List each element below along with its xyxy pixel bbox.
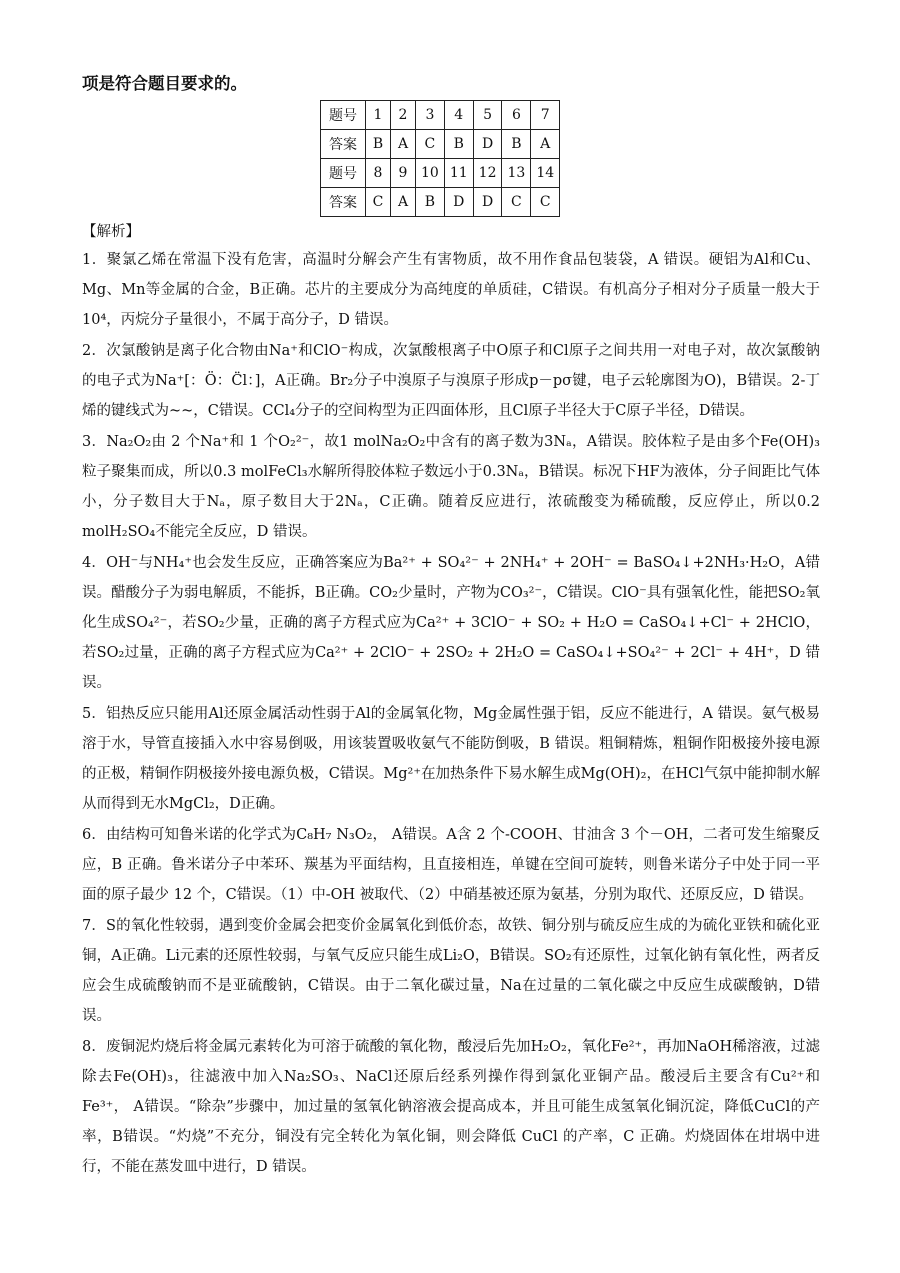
answer-table-cell: A [531,130,560,159]
answer-table-cell: 5 [473,101,502,130]
answer-table-cell: A [391,130,416,159]
analysis-paragraph: 4．OH⁻与NH₄⁺也会发生反应，正确答案应为Ba²⁺ + SO₄²⁻ + 2NH₄⁺ + 2OH⁻ = BaSO₄↓+2NH₃·H₂O，A错误。醋酸分子为弱电解质，不能拆，B正确。CO₂少量时，产物为CO₃²⁻，C错误。ClO⁻具有强氧化性，能把SO₂氧化生成SO₄²⁻，若SO₂少量，正确的离子方程式应为Ca²⁺ + 3ClO⁻ + SO₂ + H₂O = CaSO₄↓+Cl⁻ + 2HClO，若SO₂过量，正确的离子方程式应为Ca²⁺ + 2ClO⁻ + 2SO₂ + 2H₂O = CaSO₄↓+SO₄²⁻ + 2Cl⁻ + 4H⁺，D 错误。 [82,555,820,691]
answer-table-cell: 14 [531,159,560,188]
answer-table-cell: 13 [502,159,531,188]
answer-table-cell: 4 [444,101,473,130]
answer-table-cell: 3 [416,101,445,130]
answer-table-cell: 11 [444,159,473,188]
answer-table-cell: D [444,188,473,217]
answer-table-row-label: 答案 [321,130,366,159]
analysis-paragraph: 7．S的氧化性较弱，遇到变价金属会把变价金属氧化到低价态，故铁、铜分别与硫反应生成的为硫化亚铁和硫化亚铜，A正确。Li元素的还原性较弱，与氧气反应只能生成Li₂O，B错误。SO₂有还原性，过氧化钠有氧化性，两者反应会生成硫酸钠而不是亚硫酸钠，C错误。由于二氧化碳过量，Na在过量的二氧化碳之中反应生成碳酸钠，D错误。 [82,918,820,1024]
answer-table-cell: C [416,130,445,159]
analysis-paragraph: 6．由结构可知鲁米诺的化学式为C₈H₇ N₃O₂， A错误。A含 2 个-COOH、甘油含 3 个－OH，二者可发生缩聚反应，B 正确。鲁米诺分子中苯环、羰基为平面结构，且直接相连，单键在空间可旋转，则鲁米诺分子中处于同一平面的原子最少 12 个，C错误。（1）中-OH 被取代、（2）中硝基被还原为氨基，分别为取代、还原反应，D 错误。 [82,827,820,903]
answer-table-row-label: 题号 [321,159,366,188]
answer-table-cell: B [416,188,445,217]
analysis-paragraph: 1．聚氯乙烯在常温下没有危害，高温时分解会产生有害物质，故不用作食品包装袋，A 错误。硬铝为Al和Cu、Mg、Mn等金属的合金，B正确。芯片的主要成分为高纯度的单质硅，C错误。有机高分子相对分子质量一般大于10⁴，丙烷分子量很小，不属于高分子，D 错误。 [82,252,821,328]
answer-table-cell: B [366,130,391,159]
answer-table-cell: 7 [531,101,560,130]
answer-table-cell: C [531,188,560,217]
answer-table-cell: C [502,188,531,217]
answer-table-row-label: 题号 [321,101,366,130]
answer-table-cell: D [473,130,502,159]
analysis-paragraph: 5．铝热反应只能用Al还原金属活动性弱于Al的金属氧化物，Mg金属性强于铝，反应不能进行，A 错误。氨气极易溶于水，导管直接插入水中容易倒吸，用该装置吸收氨气不能防倒吸，B 错误。粗铜精炼，粗铜作阳极接外接电源的正极，精铜作阴极接外接电源负极，C错误。Mg²⁺在加热条件下易水解生成Mg(OH)₂，在HCl气氛中能抑制水解从而得到无水MgCl₂，D正确。 [82,706,820,812]
analysis-body [82,245,820,1182]
answer-table-cell: D [473,188,502,217]
answer-table-cell: 9 [391,159,416,188]
answer-table-cell: 6 [502,101,531,130]
answer-table-cell: 1 [366,101,391,130]
answer-table-row [321,101,560,130]
analysis-paragraph: 8．废铜泥灼烧后将金属元素转化为可溶于硫酸的氧化物，酸浸后先加H₂O₂，氧化Fe²⁺，再加NaOH稀溶液，过滤除去Fe(OH)₃，往滤液中加入Na₂SO₃、NaCl还原后经系列操作得到氯化亚铜产品。酸浸后主要含有Cu²⁺和Fe³⁺， A错误。“除杂”步骤中，加过量的氢氧化钠溶液会提高成本，并且可能生成氢氧化铜沉淀，降低CuCl的产率，B错误。“灼烧”不充分，铜没有完全转化为氧化铜，则会降低 CuCl 的产率，C 正确。灼烧固体在坩埚中进行，不能在蒸发皿中进行，D 错误。 [82,1039,820,1175]
answer-table-cell: 8 [366,159,391,188]
section-heading: 项是符合题目要求的。 [82,74,247,93]
answer-table-cell: B [502,130,531,159]
analysis-paragraph: 3．Na₂O₂由 2 个Na⁺和 1 个O₂²⁻，故1 molNa₂O₂中含有的离子数为3Nₐ，A错误。胶体粒子是由多个Fe(OH)₃粒子聚集而成，所以0.3 molFeCl₃水解所得胶体粒子数远小于0.3Nₐ，B错误。标况下HF为液体，分子间距比气体小，分子数目大于Nₐ，原子数目大于2Nₐ，C正确。随着反应进行，浓硫酸变为稀硫酸，反应停止，所以0.2 molH₂SO₄不能完全反应，D 错误。 [82,434,820,540]
answer-table-cell: B [444,130,473,159]
answer-table-row [321,130,560,159]
answer-table-cell: 12 [473,159,502,188]
answer-table-cell: 2 [391,101,416,130]
answer-table-cell: 10 [416,159,445,188]
analysis-label: 【解析】 [82,224,140,240]
answer-table [320,100,560,217]
answer-table-cell: A [391,188,416,217]
answer-table-row [321,188,560,217]
analysis-paragraph: 2．次氯酸钠是离子化合物由Na⁺和ClO⁻构成，次氯酸根离子中O原子和Cl原子之间共用一对电子对，故次氯酸钠的电子式为Na⁺[：Ö：C̈l：]，A正确。Br₂分子中溴原子与溴原子形成p－pσ键，电子云轮廓图为O)，B错误。2-丁烯的键线式为~~，C错误。CCl₄分子的空间构型为正四面体形，且Cl原子半径大于C原子半径，D错误。 [82,343,820,419]
answer-table-cell: C [366,188,391,217]
answer-table-row [321,159,560,188]
answer-table-row-label: 答案 [321,188,366,217]
